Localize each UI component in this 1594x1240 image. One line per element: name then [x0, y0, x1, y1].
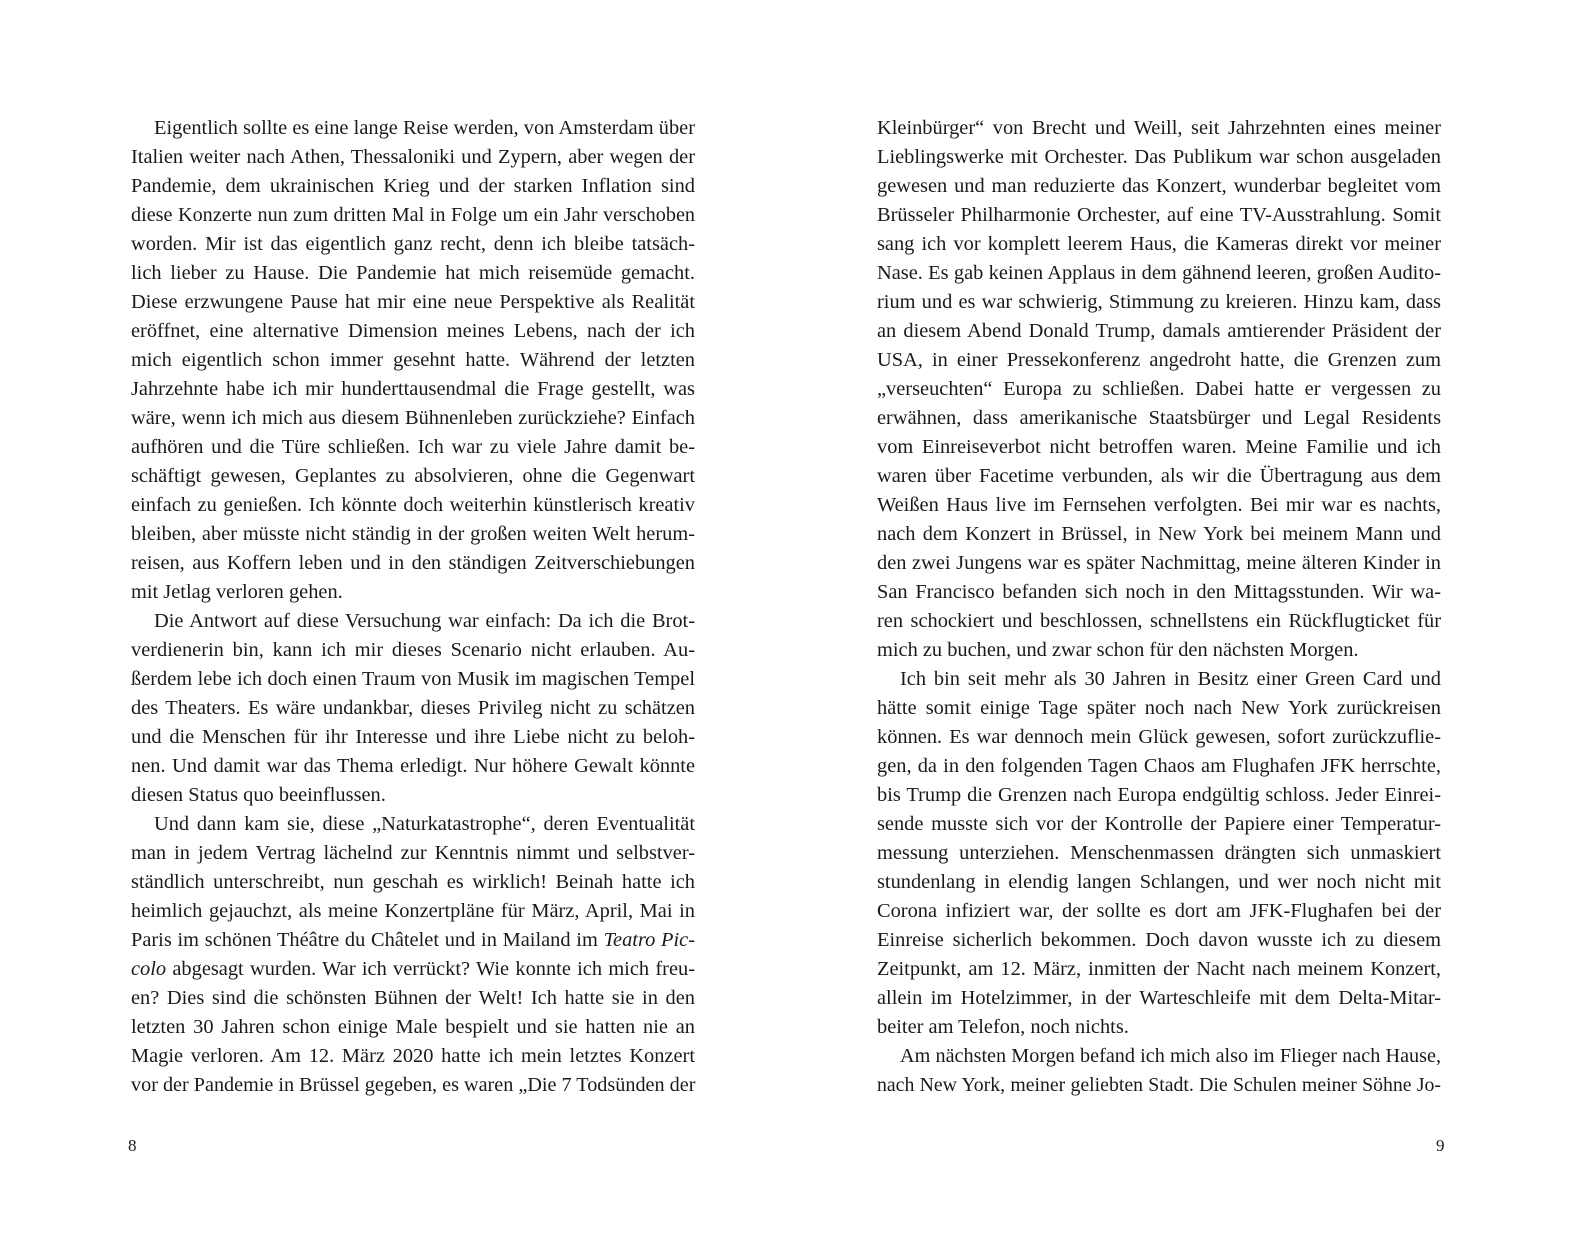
page-number-right: 9: [1436, 1136, 1445, 1155]
text-line: vor der Pandemie in Brüssel gegeben, es waren „Die 7 Todsünden der: [131, 1074, 696, 1096]
text-line: worden. Mir ist das eigentlich ganz recht, denn ich bleibe tatsäch-: [131, 233, 695, 255]
text-line: gen, da in den folgenden Tagen Chaos am Flughafen JFK herrschte,: [877, 755, 1441, 777]
text-line: messung unterziehen. Menschenmassen drängten sich unmaskiert: [877, 842, 1441, 864]
text-line: hätte somit einige Tage später noch nach New York zurückreisen: [877, 697, 1441, 719]
text-line: und die Menschen für ihr Interesse und ihre Liebe nicht zu beloh-: [131, 726, 695, 748]
text-line: bleiben, aber müsste nicht ständig in der großen weiten Welt herum-: [131, 523, 695, 545]
text-line: Eigentlich sollte es eine lange Reise werden, von Amsterdam über: [154, 117, 695, 139]
italic-title: colo: [131, 958, 167, 980]
text-line: reisen, aus Koffern leben und in den ständigen Zeitverschiebungen: [131, 552, 695, 574]
italic-title: Teatro Pic-: [603, 929, 696, 951]
text-line: eröffnet, eine alternative Dimension meines Lebens, nach der ich: [131, 320, 695, 342]
text-line: erwähnen, dass amerikanische Staatsbürger und Legal Residents: [877, 407, 1441, 429]
text-line: Die Antwort auf diese Versuchung war einfach: Da ich die Brot-: [154, 610, 695, 632]
text-line: mich zu buchen, und zwar schon für den nächsten Morgen.: [877, 639, 1359, 661]
right-page-text: [877, 114, 1441, 1100]
text-line: verdienerin bin, kann ich mir dieses Scenario nicht erlauben. Au-: [131, 639, 695, 661]
text-line: rium und es war schwierig, Stimmung zu kreieren. Hinzu kam, dass: [877, 291, 1441, 313]
text-line: Ich bin seit mehr als 30 Jahren in Besitz einer Green Card und: [900, 668, 1441, 690]
text-line: man in jedem Vertrag lächelnd zur Kenntnis nimmt und selbstver-: [131, 842, 695, 864]
text-line: Italien weiter nach Athen, Thessaloniki und Zypern, aber wegen der: [131, 146, 695, 168]
text-line: Corona infiziert war, der sollte es dort am JFK-Flughafen bei der: [877, 900, 1441, 922]
text-line: diesen Status quo beeinflussen.: [131, 784, 386, 806]
page-number-left: 8: [128, 1136, 137, 1155]
text-line: Und dann kam sie, diese „Naturkatastrophe“, deren Eventualität: [154, 813, 695, 835]
text-line: [131, 955, 695, 984]
text-line: nach New York, meiner geliebten Stadt. Die Schulen meiner Söhne Jo-: [877, 1074, 1441, 1096]
right-page: [797, 0, 1594, 1240]
text-line: des Theaters. Es wäre undankbar, dieses Privileg nicht zu schätzen: [131, 697, 695, 719]
text-line: nen. Und damit war das Thema erledigt. Nur höhere Gewalt könnte: [131, 755, 695, 777]
text-line-segment: abgesagt wurden. War ich verrückt? Wie konnte ich mich freu-: [166, 958, 695, 980]
text-line: ren schockiert und beschlossen, schnellstens ein Rückflugticket für: [877, 610, 1441, 632]
text-line: USA, in einer Pressekonferenz angedroht hatte, die Grenzen zum: [877, 349, 1441, 371]
text-line: en? Dies sind die schönsten Bühnen der Welt! Ich hatte sie in den: [131, 987, 695, 1009]
text-line: Kleinbürger“ von Brecht und Weill, seit Jahrzehnten eines meiner: [877, 117, 1441, 139]
text-line: waren über Facetime verbunden, als wir die Übertragung aus dem: [877, 465, 1441, 487]
text-line: Lieblingswerke mit Orchester. Das Publikum war schon ausgeladen: [877, 146, 1441, 168]
text-line: beiter am Telefon, noch nichts.: [877, 1016, 1129, 1038]
text-line: bis Trump die Grenzen nach Europa endgültig schloss. Jeder Einrei-: [877, 784, 1441, 806]
text-line: lich lieber zu Hause. Die Pandemie hat mich reisemüde gemacht.: [131, 262, 695, 284]
text-line: stundenlang in elendig langen Schlangen, und wer noch nicht mit: [877, 871, 1441, 893]
text-line: Am nächsten Morgen befand ich mich also im Flieger nach Hause,: [900, 1045, 1441, 1067]
text-line: gewesen und man reduzierte das Konzert, wunderbar begleitet vom: [877, 175, 1441, 197]
text-line-segment: Paris im schönen Théâtre du Châtelet und in Mailand im: [131, 929, 604, 951]
text-line: „verseuchten“ Europa zu schließen. Dabei hatte er vergessen zu: [877, 378, 1441, 400]
text-line: Weißen Haus live im Fernsehen verfolgten. Bei mir war es nachts,: [877, 494, 1441, 516]
text-line: ständlich unterschreibt, nun geschah es wirklich! Beinah hatte ich: [131, 871, 695, 893]
text-line: Brüsseler Philharmonie Orchester, auf eine TV-Ausstrahlung. Somit: [877, 204, 1441, 226]
text-line: heimlich gejauchzt, als meine Konzertpläne für März, April, Mai in: [131, 900, 695, 922]
text-line: aufhören und die Türe schließen. Ich war zu viele Jahre damit be-: [131, 436, 695, 458]
text-line: können. Es war dennoch mein Glück gewesen, sofort zurückzuflie-: [877, 726, 1441, 748]
text-line: San Francisco befanden sich noch in den Mittagsstunden. Wir wa-: [877, 581, 1441, 603]
text-line: Zeitpunkt, am 12. März, inmitten der Nacht nach meinem Konzert,: [877, 958, 1441, 980]
text-line: Magie verloren. Am 12. März 2020 hatte ich mein letztes Konzert: [131, 1045, 695, 1067]
text-line: Einreise sicherlich bekommen. Doch davon wusste ich zu diesem: [877, 929, 1441, 951]
text-line: wäre, wenn ich mich aus diesem Bühnenleben zurückziehe? Einfach: [131, 407, 695, 429]
text-line: den zwei Jungens war es später Nachmittag, meine älteren Kinder in: [877, 552, 1441, 574]
text-line: nach dem Konzert in Brüssel, in New York bei meinem Mann und: [877, 523, 1441, 545]
text-line: sang ich vor komplett leerem Haus, die Kameras direkt vor meiner: [877, 233, 1441, 255]
text-line: schäftigt gewesen, Geplantes zu absolvieren, ohne die Gegenwart: [131, 465, 695, 487]
left-page-text: [131, 114, 695, 1100]
text-line: ßerdem lebe ich doch einen Traum von Musik im magischen Tempel: [131, 668, 695, 690]
text-line: sende musste sich vor der Kontrolle der Papiere einer Temperatur-: [877, 813, 1441, 835]
text-line: vom Einreiseverbot nicht betroffen waren. Meine Familie und ich: [877, 436, 1441, 458]
text-line: letzten 30 Jahren schon einige Male bespielt und sie hatten nie an: [131, 1016, 695, 1038]
text-line: Jahrzehnte habe ich mir hunderttausendmal die Frage gestellt, was: [131, 378, 695, 400]
text-line: diese Konzerte nun zum dritten Mal in Folge um ein Jahr verschoben: [131, 204, 695, 226]
text-line: an diesem Abend Donald Trump, damals amtierender Präsident der: [877, 320, 1441, 342]
text-line: Diese erzwungene Pause hat mir eine neue Perspektive als Realität: [131, 291, 695, 313]
text-line: mich eigentlich schon immer gesehnt hatte. Während der letzten: [131, 349, 695, 371]
text-line: einfach zu genießen. Ich könnte doch weiterhin künstlerisch kreativ: [131, 494, 695, 516]
text-line: mit Jetlag verloren gehen.: [131, 581, 343, 603]
text-line: Pandemie, dem ukrainischen Krieg und der starken Inflation sind: [131, 175, 695, 197]
text-line: [131, 926, 695, 955]
text-line: Nase. Es gab keinen Applaus in dem gähnend leeren, großen Audito-: [877, 262, 1441, 284]
text-line: allein im Hotelzimmer, in der Warteschleife mit dem Delta-Mitar-: [877, 987, 1441, 1009]
